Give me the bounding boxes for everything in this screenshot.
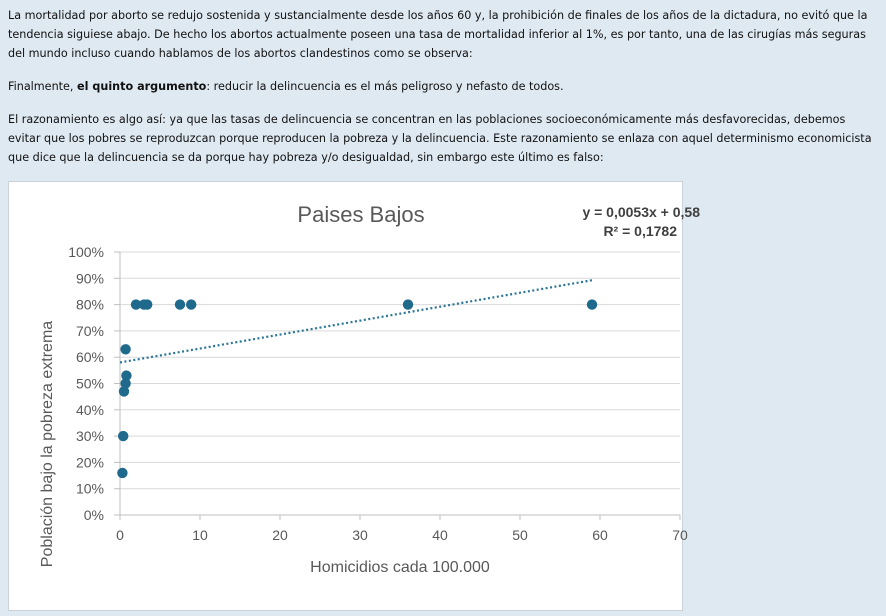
data-point (117, 468, 127, 478)
data-point (403, 299, 413, 309)
article-body (0, 0, 886, 167)
y-tick-label: 90% (75, 270, 104, 287)
paragraph-fifth-argument (8, 77, 878, 96)
x-tick-label: 10 (192, 527, 208, 543)
x-tick-label: 30 (352, 527, 368, 543)
data-point (587, 299, 597, 309)
y-tick-label: 50% (75, 375, 104, 392)
x-tick-label: 20 (272, 527, 288, 543)
trend-r2: R² = 0,1782 (603, 223, 677, 239)
paragraph-abortion-mortality: La mortalidad por aborto se redujo sostenida y sustancialmente desde los años 60 y, la prohibición de finales de los años de la dictadura, no evitó que la tendencia siguiese abajo. De hecho los abortos actualmente poseen una tasa de mortalidad inferior al 1%, es por tanto, una de las cirugías más seguras del mundo incluso cuando hablamos de los abortos clandestinos como se observa: (8, 9, 868, 60)
y-tick-label: 0% (83, 507, 104, 523)
x-tick-label: 0 (116, 527, 124, 543)
grid-layer (120, 252, 680, 489)
x-tick-label: 40 (432, 527, 448, 543)
data-point (121, 370, 131, 380)
data-point (120, 344, 130, 354)
trend-equation: y = 0,0053x + 0,58 (582, 204, 700, 220)
paragraph-fifth-bold: el quinto argumento (77, 80, 207, 93)
data-point (175, 299, 185, 309)
scatter-chart (9, 182, 700, 612)
paragraph-fifth-prefix: Finalmente, (8, 80, 78, 93)
y-tick-label: 70% (75, 322, 104, 339)
data-point (186, 299, 196, 309)
y-tick-label: 20% (75, 454, 104, 471)
y-tick-label: 40% (75, 401, 104, 418)
paragraph-reasoning: El razonamiento es algo así: ya que las tasas de delincuencia se concentran en las poblaciones socioeconómicamente más desfavorecidas, debemos evitar que los pobres se reproduzcan porque reproducen la pobreza y la delincuencia. Este razonamiento se enlaza con aquel determinismo economicista que dice que la delincuencia se da porque hay pobreza y/o desigualdad, sin embargo este último es falso: (8, 113, 872, 164)
x-tick-label: 70 (672, 527, 688, 543)
y-tick-label: 80% (75, 296, 104, 313)
data-point (142, 299, 152, 309)
y-tick-label: 30% (75, 428, 104, 445)
x-tick-label: 60 (592, 527, 608, 543)
data-point (118, 431, 128, 441)
axis-layer (68, 244, 688, 543)
paragraph-fifth-suffix: : reducir la delincuencia es el más peligroso y nefasto de todos. (206, 80, 564, 93)
scatter-chart-card (8, 181, 700, 611)
trend-layer (120, 280, 592, 362)
point-layer (117, 299, 597, 478)
y-tick-label: 10% (75, 480, 104, 497)
y-tick-label: 100% (68, 244, 104, 260)
y-tick-label: 60% (75, 349, 104, 366)
y-axis-label: Población bajo la pobreza extrema (39, 320, 56, 568)
chart-title: Paises Bajos (297, 202, 425, 227)
x-tick-label: 50 (512, 527, 528, 543)
trendline (120, 280, 592, 362)
x-axis-label: Homicidios cada 100.000 (310, 559, 490, 576)
